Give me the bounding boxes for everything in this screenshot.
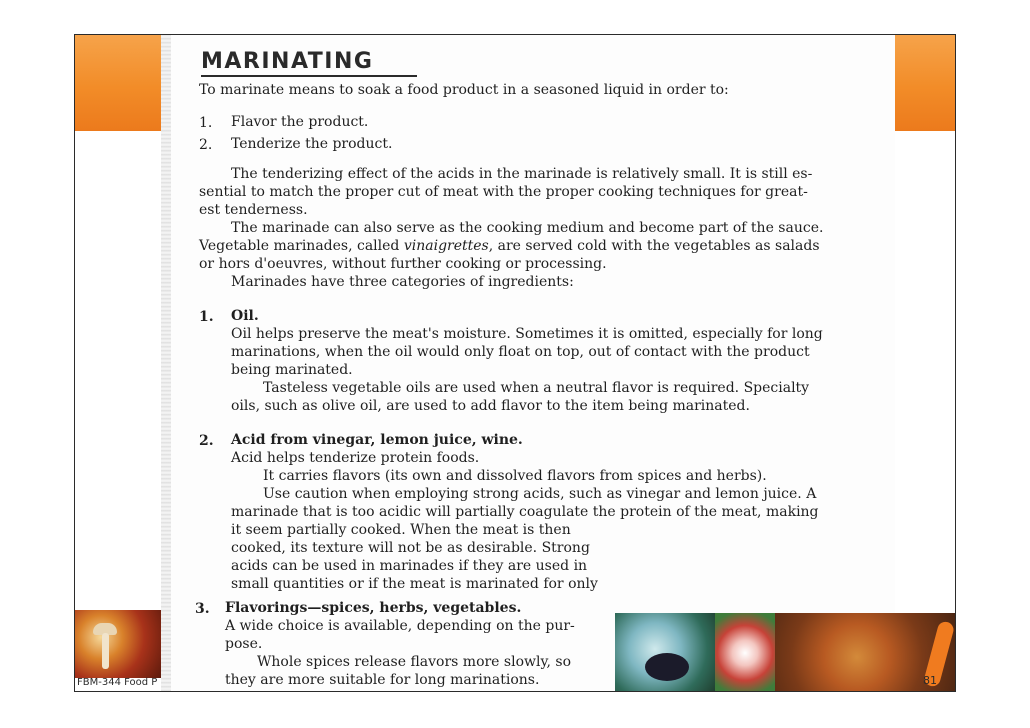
food-photo-bowl [615, 613, 715, 692]
paragraph-line: sential to match the proper cut of meat with the proper cooking techniques for great- [199, 184, 808, 200]
paragraph-line: Marinades have three categories of ingredients: [231, 274, 574, 290]
food-photo-left [75, 610, 161, 678]
category-title: Oil. [231, 308, 259, 324]
slide-frame [74, 34, 956, 692]
aim-number: 2. [199, 137, 213, 153]
vinaigrettes-term: vinaigrettes [403, 238, 489, 254]
food-photo-salad [715, 613, 775, 692]
paragraph-line: or hors d'oeuvres, without further cooking or processing. [199, 256, 607, 272]
category-line: A wide choice is available, depending on the pur- [225, 618, 575, 634]
scanned-page [161, 35, 895, 692]
category-line: marinade that is too acidic will partially coagulate the protein of the meat, making [231, 504, 819, 520]
paragraph-line: The tenderizing effect of the acids in the marinade is relatively small. It is still es- [231, 166, 813, 182]
category-line: oils, such as olive oil, are used to add flavor to the item being marinated. [231, 398, 750, 414]
mushroom-icon [93, 623, 117, 671]
orange-accent-left [75, 35, 161, 131]
orange-accent-right [895, 35, 955, 131]
category-line: acids can be used in marinades if they are used in [231, 558, 588, 574]
paragraph-line [199, 237, 820, 255]
aim-number: 1. [199, 115, 213, 131]
category-number: 2. [199, 433, 214, 449]
page-number: 81 [923, 674, 937, 687]
category-line: it seem partially cooked. When the meat is then [231, 522, 571, 538]
paragraph-line: The marinade can also serve as the cooking medium and become part of the sauce. [231, 220, 824, 236]
category-line: being marinated. [231, 362, 353, 378]
category-line: It carries flavors (its own and dissolved flavors from spices and herbs). [263, 468, 767, 484]
category-title: Acid from vinegar, lemon juice, wine. [231, 432, 523, 448]
title-underline [201, 75, 417, 77]
scan-edge [161, 35, 171, 692]
paragraph-line: est tenderness. [199, 202, 308, 218]
category-number: 3. [195, 601, 210, 617]
intro-text: To marinate means to soak a food product in a seasoned liquid in order to: [199, 82, 729, 98]
footer-course-label: FBM-344 Food P [77, 677, 158, 688]
category-title: Flavorings—spices, herbs, vegetables. [225, 600, 522, 616]
aim-text: Flavor the product. [231, 114, 369, 130]
category-line: cooked, its texture will not be as desirable. Strong [231, 540, 590, 556]
aim-text: Tenderize the product. [231, 136, 393, 152]
category-line: small quantities or if the meat is marinated for only [231, 576, 598, 592]
category-line: marinations, when the oil would only float on top, out of contact with the product [231, 344, 810, 360]
category-number: 1. [199, 309, 214, 325]
category-line: they are more suitable for long marinations. [225, 672, 540, 688]
paragraph-segment: , are served cold with the vegetables as salads [488, 238, 820, 254]
category-line: Tasteless vegetable oils are used when a neutral flavor is required. Specialty [263, 380, 810, 396]
category-line: Acid helps tenderize protein foods. [231, 450, 480, 466]
category-line: Oil helps preserve the meat's moisture. Sometimes it is omitted, especially for long [231, 326, 823, 342]
category-line: Use caution when employing strong acids, such as vinegar and lemon juice. A [263, 486, 817, 502]
paragraph-segment: Vegetable marinades, called [199, 238, 404, 254]
category-line: Whole spices release flavors more slowly, so [257, 654, 572, 670]
category-line: pose. [225, 636, 263, 652]
food-photo-strip [615, 613, 956, 692]
page-title: MARINATING [201, 49, 374, 74]
